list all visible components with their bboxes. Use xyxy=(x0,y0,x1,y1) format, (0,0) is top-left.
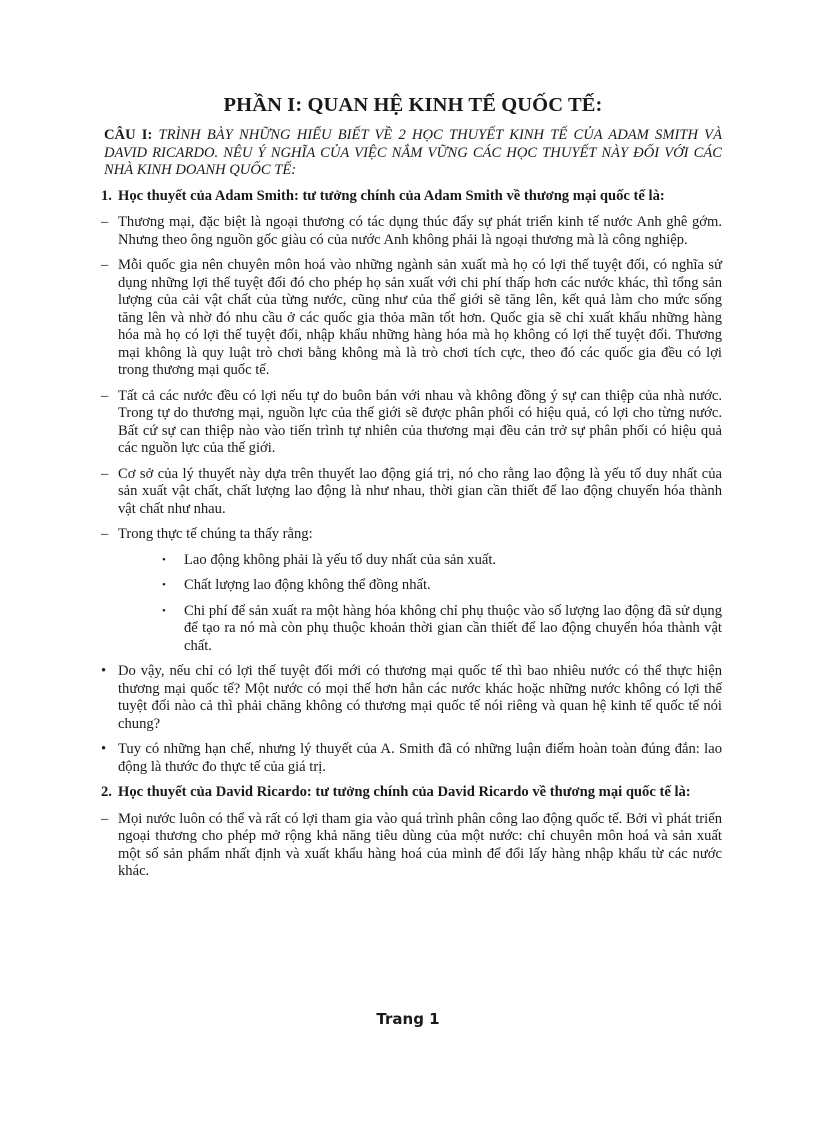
section-1-subitem xyxy=(162,577,722,595)
bullet-marker: • xyxy=(162,579,166,591)
dash-marker: – xyxy=(101,465,109,482)
section-1-subitem-text: Lao động không phải là yếu tố duy nhất của sản xuất. xyxy=(184,551,497,568)
document-page xyxy=(101,92,722,889)
section-1-item-text: Mỗi quốc gia nên chuyên môn hoá vào những ngành sản xuất mà họ có lợi thế tuyệt đối, có nghĩa sử dụng những lợi thế tuyệt đối đó cho phép họ sản xuất với chi phí thấp hơn các nước khác, thì tổng sản lượng của cải vật chất của từng nước, cũng như của thế giới sẽ tăng lên, kết quả làm cho mức sống tăng lên và nhờ đó nhu cầu ở các quốc gia thỏa mãn tốt hơn. Quốc gia sẽ chỉ xuất khẩu những hàng hóa mà họ có lợi thế tuyệt đối, nhập khẩu những hàng hóa mà họ không có lợi thế tuyệt đối. Thương mại không là quy luật trò chơi bằng không mà là trò chơi tích cực, theo đó các quốc gia đều có lợi trong thương mại quốc tế. xyxy=(118,257,722,378)
section-1-heading xyxy=(101,187,722,206)
bullet-marker: • xyxy=(101,663,107,679)
section-2-heading-text: Học thuyết của David Ricardo: tư tưởng chính của David Ricardo về thương mại quốc tế là: xyxy=(118,784,691,800)
section-1-conclusion-text: Tuy có những hạn chế, nhưng lý thuyết của A. Smith đã có những luận điểm hoàn toàn đúng đắn: lao động là thước đo thực tế của giá trị. xyxy=(118,741,722,775)
section-1-item-text: Tất cả các nước đều có lợi nếu tự do buôn bán với nhau và không đồng ý sự can thiệp của nhà nước. Trong tự do thương mại, nguồn lực của thế giới sẽ được phân phối có hiệu quả, có lợi cho từng nước. Bất cứ sự can thiệp nào vào tiến trình tự nhiên của thương mại đều cản trở sự phân phối có hiệu quả các nguồn lực của thế giới. xyxy=(118,387,722,456)
bullet-marker: • xyxy=(162,553,166,566)
section-1-conclusion-text: Do vậy, nếu chỉ có lợi thế tuyệt đối mới có thương mại quốc tế thì bao nhiêu nước có thể thực hiện thương mại quốc tế? Một nước có mọi thế hơn hẳn các nước khác hoặc những nước không có lợi thế tuyệt đối nào cả thì phải chăng không có thương mại quốc tế nói riêng và quan hệ kinh tế quốc tế nói chung? xyxy=(118,663,722,732)
section-1-subitem xyxy=(162,602,722,656)
dash-marker: – xyxy=(101,257,109,273)
section-1-item xyxy=(101,257,722,380)
question-label: CÂU I: xyxy=(104,127,153,143)
section-1-subitem-text: Chất lượng lao động không thể đồng nhất. xyxy=(184,577,431,593)
section-1-item xyxy=(101,526,722,544)
section-2-heading xyxy=(101,784,722,802)
page-number: Trang 1 xyxy=(376,1010,440,1028)
section-1-heading-text: Học thuyết của Adam Smith: tư tưởng chính của Adam Smith về thương mại quốc tế là: xyxy=(118,187,665,204)
dash-marker: – xyxy=(101,387,109,404)
section-2-number: 2. xyxy=(101,784,112,800)
dash-marker: – xyxy=(101,214,109,230)
question-prompt xyxy=(104,127,722,180)
section-2-item xyxy=(101,810,722,881)
question-text: TRÌNH BÀY NHỮNG HIỂU BIẾT VỀ 2 HỌC THUYẾT KINH TẾ CỦA ADAM SMITH VÀ DAVID RICARDO. NÊU Ý NGHĨA CỦA VIỆC NẮM VỮNG CÁC HỌC THUYẾT NÀY ĐỐI VỚI CÁC NHÀ KINH DOANH QUỐC TẾ: xyxy=(104,127,722,178)
section-1-subitem xyxy=(162,551,722,570)
section-1-item-text: Trong thực tế chúng ta thấy rằng: xyxy=(118,526,313,542)
section-1-conclusion xyxy=(101,663,722,733)
section-1-number: 1. xyxy=(101,187,112,204)
bullet-marker: • xyxy=(101,741,107,757)
section-1-item xyxy=(101,387,722,458)
section-2-item-text: Mọi nước luôn có thể và rất có lợi tham gia vào quá trình phân công lao động quốc tế. Bởi vì phát triển ngoại thương cho phép mở rộng khả năng tiêu dùng của một nước: chỉ chuyên môn hoá và sản xuất một số sản phẩm nhất định và xuất khẩu hàng hoá của mình để đổi lấy hàng nhập khẩu từ các nước khác. xyxy=(118,810,722,879)
dash-marker: – xyxy=(101,810,109,827)
section-1-item xyxy=(101,214,722,249)
dash-marker: – xyxy=(101,526,109,542)
section-1-conclusion xyxy=(101,741,722,776)
bullet-marker: • xyxy=(162,604,166,617)
section-1-item xyxy=(101,465,722,519)
section-1-subitem-text: Chi phí để sản xuất ra một hàng hóa không chỉ phụ thuộc vào số lượng lao động đã sử dụng để tạo ra nó mà còn phụ thuộc khoản thời gian cần thiết để lao động chuyển hóa thành vật chất. xyxy=(184,602,722,654)
section-1-item-text: Thương mại, đặc biệt là ngoại thương có tác dụng thúc đẩy sự phát triển kinh tế nước Anh ghê gớm. Nhưng theo ông nguồn gốc giàu có của nước Anh không phải là ngoại thương mà là công nghiệp. xyxy=(118,214,722,248)
section-1-item-text: Cơ sở của lý thuyết này dựa trên thuyết lao động giá trị, nó cho rằng lao động là yếu tố duy nhất của sản xuất vật chất, chất lượng lao động là như nhau, thời gian cần thiết để lao động chuyển hóa thành vật chất như nhau. xyxy=(118,465,722,517)
page-title: PHẦN I: QUAN HỆ KINH TẾ QUỐC TẾ: xyxy=(223,94,603,116)
